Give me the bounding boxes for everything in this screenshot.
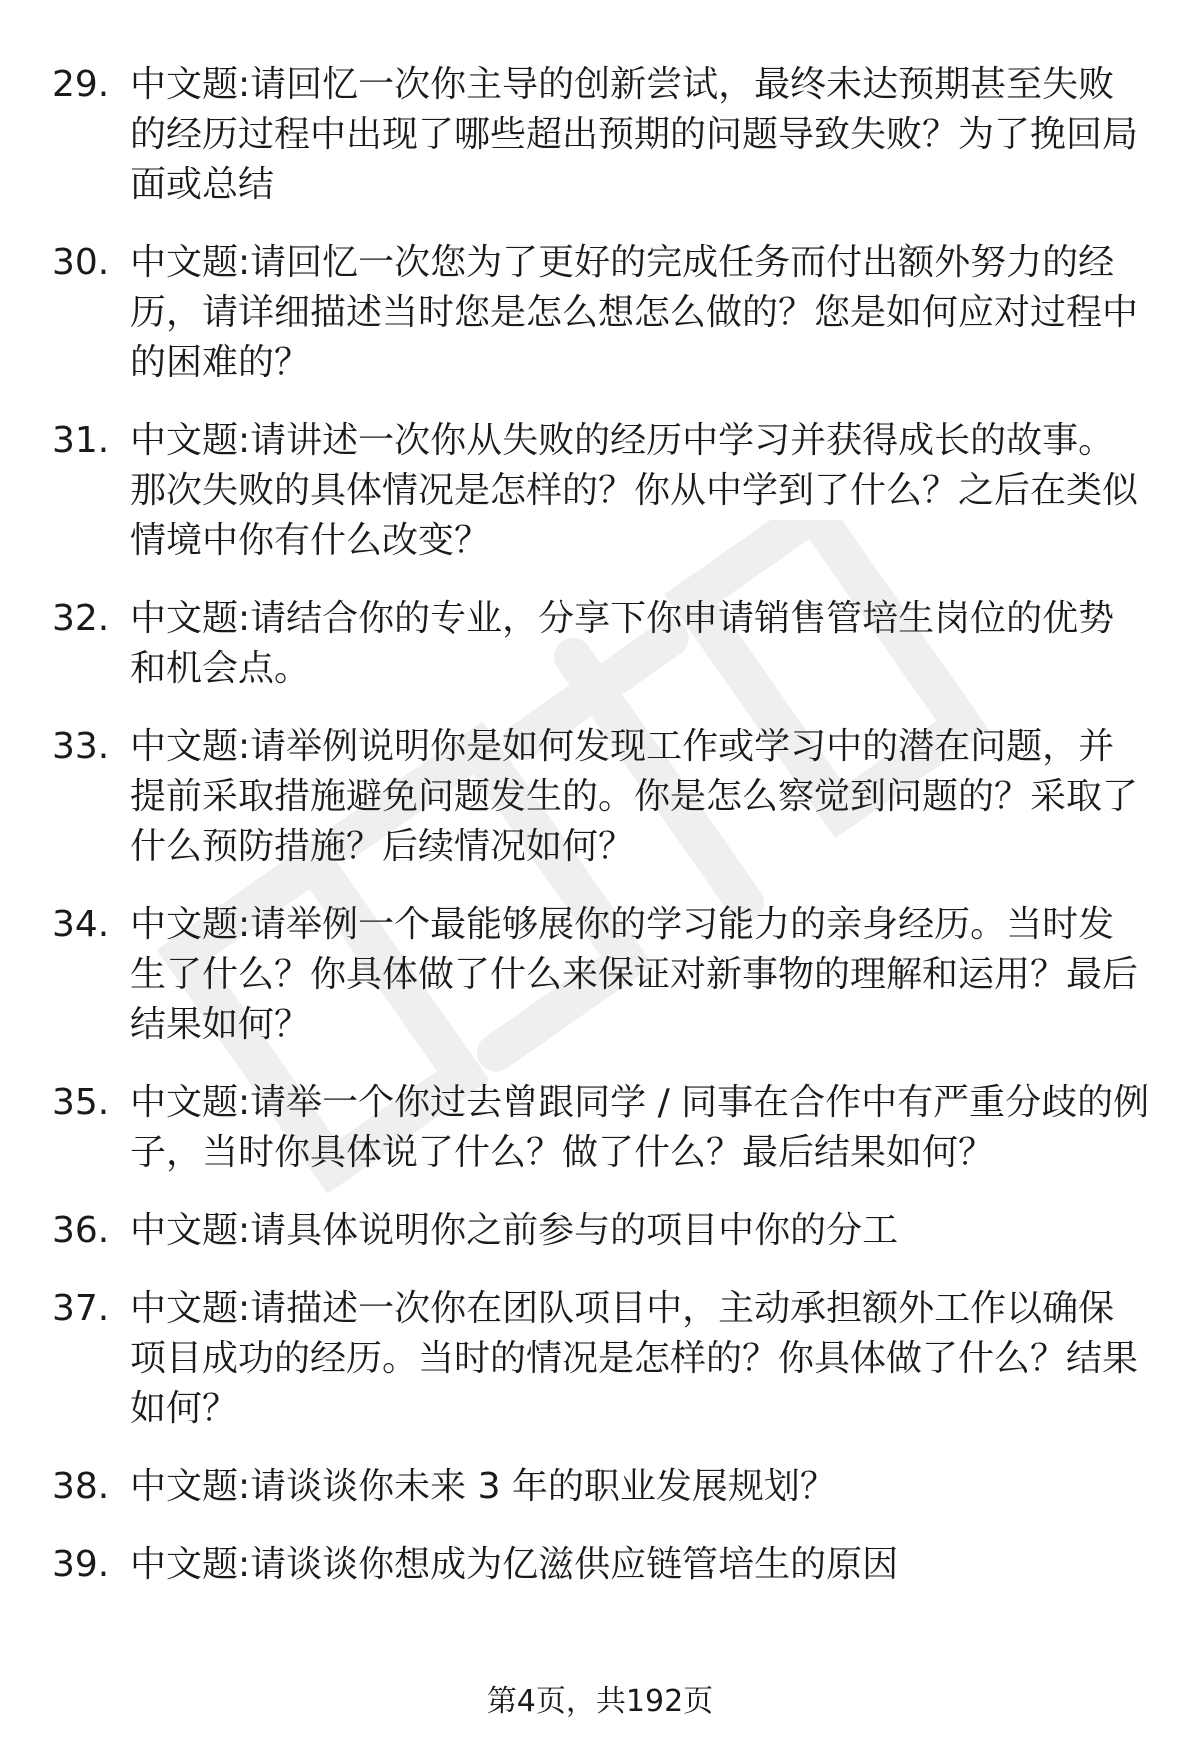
question-item	[0, 60, 1200, 210]
question-text: 中文题:请举例说明你是如何发现工作或学习中的潜在问题，并提前采取措施避免问题发生的。你是怎么察觉到问题的？采取了什么预防措施？后续情况如何？	[130, 726, 1139, 867]
question-item	[0, 1206, 1200, 1256]
question-text: 中文题:请回忆一次您为了更好的完成任务而付出额外努力的经历，请详细描述当时您是怎么想怎么做的？您是如何应对过程中的困难的？	[130, 242, 1139, 383]
question-number: 38.	[52, 1466, 110, 1507]
question-text: 中文题:请具体说明你之前参与的项目中你的分工	[130, 1210, 899, 1251]
question-text: 中文题:请举例一个最能够展你的学习能力的亲身经历。当时发生了什么？你具体做了什么来保证对新事物的理解和运用？最后结果如何？	[130, 904, 1139, 1045]
question-number: 30.	[52, 242, 110, 283]
question-item	[0, 416, 1200, 566]
question-number: 31.	[52, 420, 110, 461]
question-text: 中文题:请举一个你过去曾跟同学 / 同事在合作中有严重分歧的例子，当时你具体说了什么？做了什么？最后结果如何？	[130, 1082, 1150, 1173]
question-item	[0, 900, 1200, 1050]
question-text: 中文题:请回忆一次你主导的创新尝试，最终未达预期甚至失败的经历过程中出现了哪些超出预期的问题导致失败？为了挽回局面或总结	[130, 64, 1139, 205]
question-number: 39.	[52, 1544, 110, 1585]
question-text: 中文题:请谈谈你想成为亿滋供应链管培生的原因	[130, 1544, 899, 1585]
question-text: 中文题:请描述一次你在团队项目中，主动承担额外工作以确保项目成功的经历。当时的情况是怎样的？你具体做了什么？结果如何？	[130, 1288, 1139, 1429]
question-item	[0, 1284, 1200, 1434]
question-item	[0, 238, 1200, 388]
question-item	[0, 1078, 1200, 1178]
question-number: 36.	[52, 1210, 110, 1251]
question-list	[0, 60, 1200, 1618]
question-text: 中文题:请讲述一次你从失败的经历中学习并获得成长的故事。那次失败的具体情况是怎样的？你从中学到了什么？之后在类似情境中你有什么改变？	[130, 420, 1139, 561]
question-item	[0, 594, 1200, 694]
question-number: 33.	[52, 726, 110, 767]
question-number: 34.	[52, 904, 110, 945]
question-number: 32.	[52, 598, 110, 639]
question-text: 中文题:请谈谈你未来 3 年的职业发展规划？	[130, 1466, 836, 1507]
question-text: 中文题:请结合你的专业，分享下你申请销售管培生岗位的优势和机会点。	[130, 598, 1115, 689]
page-footer: 第4页，共192页	[486, 1684, 714, 1719]
question-number: 37.	[52, 1288, 110, 1329]
question-item	[0, 1462, 1200, 1512]
question-item	[0, 722, 1200, 872]
question-number: 29.	[52, 64, 110, 105]
question-number: 35.	[52, 1082, 110, 1123]
question-item	[0, 1540, 1200, 1590]
